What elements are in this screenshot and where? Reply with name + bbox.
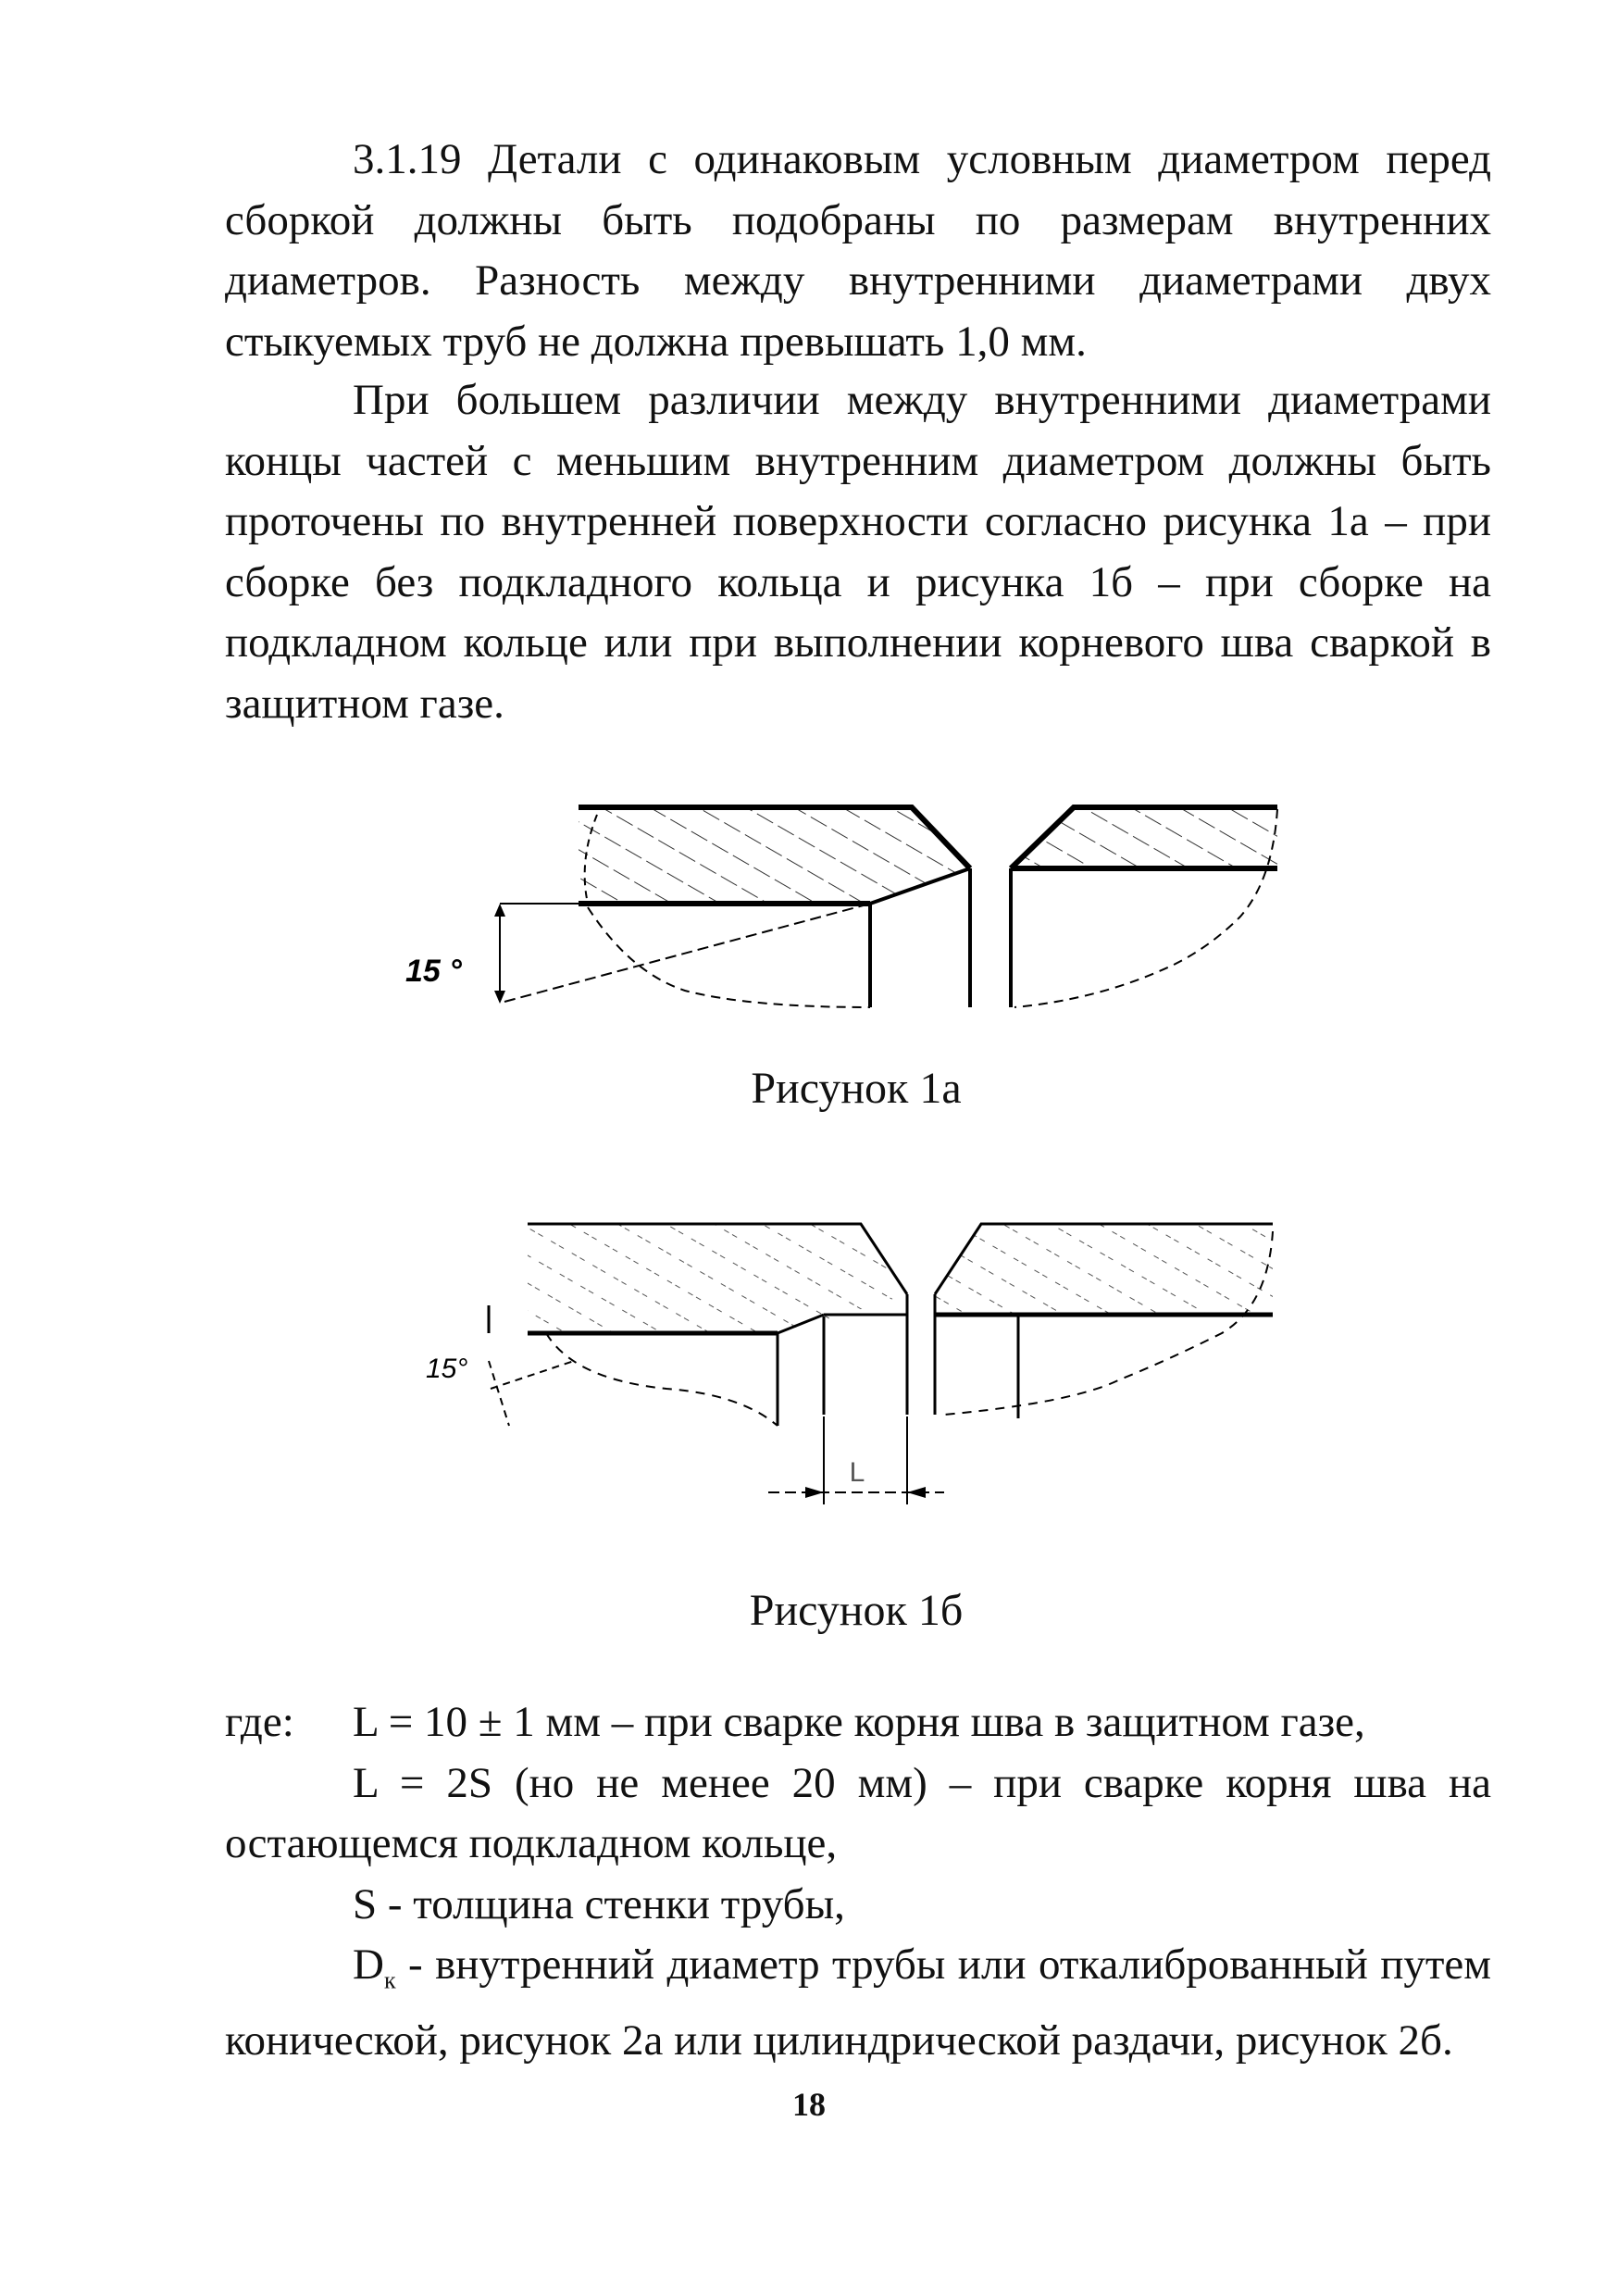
legend-d-subscript: к [383, 1966, 396, 1994]
figure-1b-caption: Рисунок 1б [749, 1586, 964, 1635]
figure-1b-drawing [389, 1204, 1296, 1518]
legend-line-1 [225, 1692, 1491, 1753]
paragraph-2: При большем различии между внутренними диаметрами концы частей с меньшим внутренним диаметром должны быть проточены по внутренней поверхности согласно рисунка 1а – при сборке без подкладного кольца и рисунка 1б – при сборке на подкладном кольце или при выполнении корневого шва сваркой в защитном газе. [225, 376, 1491, 728]
figure-1b-angle-label: 15° [426, 1354, 468, 1384]
figure-1b-dim-label: L [849, 1457, 865, 1488]
legend-line-4-text: - внутренний диаметр трубы или откалиброванный путем конической, рисунок 2а или цилиндрической раздачи, рисунок 2б. [225, 1940, 1491, 2065]
figure-1a-caption: Рисунок 1а [751, 1064, 962, 1113]
page-number: 18 [792, 2086, 826, 2123]
paragraph-3-1-19: 3.1.19 Детали с одинаковым условным диаметром перед сборкой должны быть подобраны по размерам внутренних диаметров. Разность между внутренними диаметрами двух стыкуемых труб не должна превышать 1,0 мм. [225, 135, 1491, 366]
figure-1a-angle-label: 15 ° [405, 954, 462, 989]
legend-line-2: L = 2S (но не менее 20 мм) – при сварке корня шва на остающемся подкладном кольце, [225, 1758, 1491, 1867]
legend-line-3: S - толщина стенки трубы, [353, 1879, 845, 1928]
legend-line-4 [225, 1935, 1491, 2071]
figure-1a-drawing [389, 796, 1296, 1037]
legend-block [225, 1692, 1491, 2071]
legend-d-symbol: D [353, 1940, 384, 1989]
legend-line-1-text: L = 10 ± 1 мм – при сварке корня шва в защитном газе, [353, 1698, 1365, 1746]
legend-where-label: где: [225, 1698, 294, 1746]
